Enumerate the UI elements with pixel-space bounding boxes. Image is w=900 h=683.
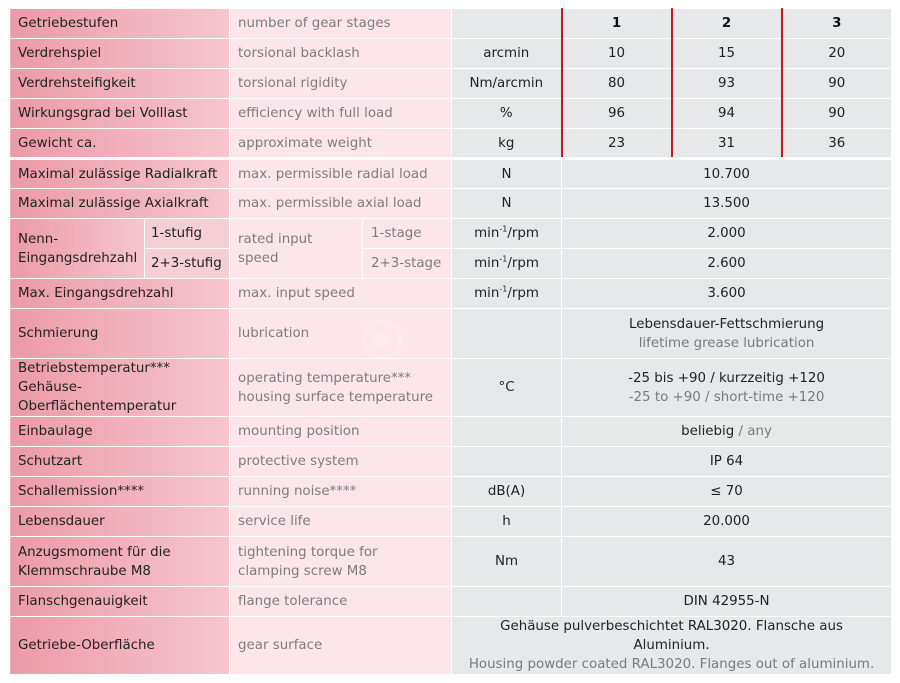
row-rated-input-speed-1 <box>10 219 892 249</box>
unit <box>452 447 562 477</box>
value-stage-1: 10 <box>562 39 672 69</box>
label-en <box>230 359 452 417</box>
label-en: torsional rigidity <box>230 69 452 99</box>
value: 20.000 <box>562 507 892 537</box>
value <box>562 309 892 359</box>
value: DIN 42955-N <box>562 587 892 617</box>
value-stage-2: 31 <box>672 129 782 159</box>
value-stage-1: 80 <box>562 69 672 99</box>
unit: N <box>452 189 562 219</box>
value: ≤ 70 <box>562 477 892 507</box>
unit: % <box>452 99 562 129</box>
header-en: number of gear stages <box>230 9 452 39</box>
value-stage-1: 23 <box>562 129 672 159</box>
unit: Nm/arcmin <box>452 69 562 99</box>
row-flange-tolerance <box>10 587 892 617</box>
value: IP 64 <box>562 447 892 477</box>
label-de-line-2: Gehäuse-Oberflächentemperatur <box>18 380 177 414</box>
header-row <box>10 9 892 39</box>
value-stage-2: 94 <box>672 99 782 129</box>
label-en: protective system <box>230 447 452 477</box>
label-de: Einbaulage <box>10 417 230 447</box>
label-de: Max. Eingangsdrehzahl <box>10 279 230 309</box>
label-en: mounting position <box>230 417 452 447</box>
label-de: Wirkungsgrad bei Volllast <box>10 99 230 129</box>
value: 10.700 <box>562 159 892 189</box>
label-en: gear surface <box>230 617 452 675</box>
label-en: running noise**** <box>230 477 452 507</box>
label-de: Maximal zulässige Axialkraft <box>10 189 230 219</box>
row-radial-load <box>10 159 892 189</box>
value-stage-2: 93 <box>672 69 782 99</box>
value <box>452 617 892 675</box>
sub-label-de: 2+3-stufig <box>145 249 230 279</box>
unit <box>452 417 562 447</box>
row-lubrication <box>10 309 892 359</box>
label-de <box>10 359 230 417</box>
label-de: Schallemission**** <box>10 477 230 507</box>
label-de: Schmierung <box>10 309 230 359</box>
sub-label-en: 2+3-stage <box>363 249 452 279</box>
label-de: Maximal zulässige Radialkraft <box>10 159 230 189</box>
value-stage-3: 90 <box>782 69 892 99</box>
value: 43 <box>562 537 892 587</box>
label-en-line-2: housing surface temperature <box>238 389 434 405</box>
value-en: Housing powder coated RAL3020. Flanges out of aluminium. <box>468 657 875 672</box>
header-unit <box>452 9 562 39</box>
unit: h <box>452 507 562 537</box>
value: 2.000 <box>562 219 892 249</box>
label-de: Lebensdauer <box>10 507 230 537</box>
value <box>562 359 892 417</box>
row-noise <box>10 477 892 507</box>
value-en: -25 to +90 / short-time +120 <box>628 389 825 405</box>
label-en: max. permissible radial load <box>230 159 452 189</box>
row-backlash <box>10 39 892 69</box>
stage-1-header: 1 <box>562 9 672 39</box>
stage-3-header: 3 <box>782 9 892 39</box>
unit <box>452 309 562 359</box>
unit: °C <box>452 359 562 417</box>
label-de: Nenn-Eingangsdrehzahl <box>10 219 145 279</box>
row-temperature <box>10 359 892 417</box>
value-separator: / <box>734 424 748 439</box>
label-en: torsional backlash <box>230 39 452 69</box>
label-en: service life <box>230 507 452 537</box>
value-stage-3: 36 <box>782 129 892 159</box>
label-en: max. permissible axial load <box>230 189 452 219</box>
header-de: Getriebestufen <box>10 9 230 39</box>
label-de: Verdrehsteifigkeit <box>10 69 230 99</box>
label-en: efficiency with full load <box>230 99 452 129</box>
label-en-line-1: tightening torque for <box>238 544 378 560</box>
label-de-line-1: Betriebstemperatur*** <box>18 361 170 376</box>
row-protection <box>10 447 892 477</box>
label-en: rated input speed <box>230 219 363 279</box>
label-en: flange tolerance <box>230 587 452 617</box>
unit: $\min^{-1}$/rpm <box>452 249 562 279</box>
label-de: Anzugsmoment für die Klemmschraube M8 <box>10 537 230 587</box>
value-de: Lebensdauer-Fettschmierung <box>628 316 825 332</box>
row-mounting <box>10 417 892 447</box>
value-en: any <box>747 424 772 439</box>
value: 3.600 <box>562 279 892 309</box>
stage-2-header: 2 <box>672 9 782 39</box>
label-de: Gewicht ca. <box>10 129 230 159</box>
value-stage-1: 96 <box>562 99 672 129</box>
value <box>562 417 892 447</box>
label-en: lubrication <box>230 309 452 359</box>
row-service-life <box>10 507 892 537</box>
row-max-input-speed <box>10 279 892 309</box>
label-en: max. input speed <box>230 279 452 309</box>
row-weight <box>10 129 892 159</box>
label-de: Schutzart <box>10 447 230 477</box>
value-de: -25 bis +90 / kurzzeitig +120 <box>628 370 825 386</box>
label-en-line-1: operating temperature*** <box>238 370 412 386</box>
value-de: Gehäuse pulverbeschichtet RAL3020. Flansche aus Aluminium. <box>500 619 843 653</box>
value-stage-2: 15 <box>672 39 782 69</box>
value-stage-3: 20 <box>782 39 892 69</box>
unit: N <box>452 159 562 189</box>
value: 2.600 <box>562 249 892 279</box>
row-gear-surface <box>10 617 892 675</box>
unit <box>452 587 562 617</box>
row-rigidity <box>10 69 892 99</box>
unit: arcmin <box>452 39 562 69</box>
sub-label-en: 1-stage <box>363 219 452 249</box>
sub-label-de: 1-stufig <box>145 219 230 249</box>
label-en <box>230 537 452 587</box>
value-de: beliebig <box>681 424 735 439</box>
value-en: lifetime grease lubrication <box>638 335 815 351</box>
unit: $\min^{-1}$/rpm <box>452 279 562 309</box>
row-axial-load <box>10 189 892 219</box>
label-en: approximate weight <box>230 129 452 159</box>
unit: $\min^{-1}$/rpm <box>452 219 562 249</box>
value: 13.500 <box>562 189 892 219</box>
value-stage-3: 90 <box>782 99 892 129</box>
label-de: Getriebe-Oberfläche <box>10 617 230 675</box>
unit: dB(A) <box>452 477 562 507</box>
unit: kg <box>452 129 562 159</box>
gearbox-spec-table <box>9 8 892 675</box>
label-de: Verdrehspiel <box>10 39 230 69</box>
unit: Nm <box>452 537 562 587</box>
label-en-line-2: clamping screw M8 <box>238 563 367 579</box>
label-de: Flanschgenauigkeit <box>10 587 230 617</box>
row-efficiency <box>10 99 892 129</box>
row-tightening-torque <box>10 537 892 587</box>
